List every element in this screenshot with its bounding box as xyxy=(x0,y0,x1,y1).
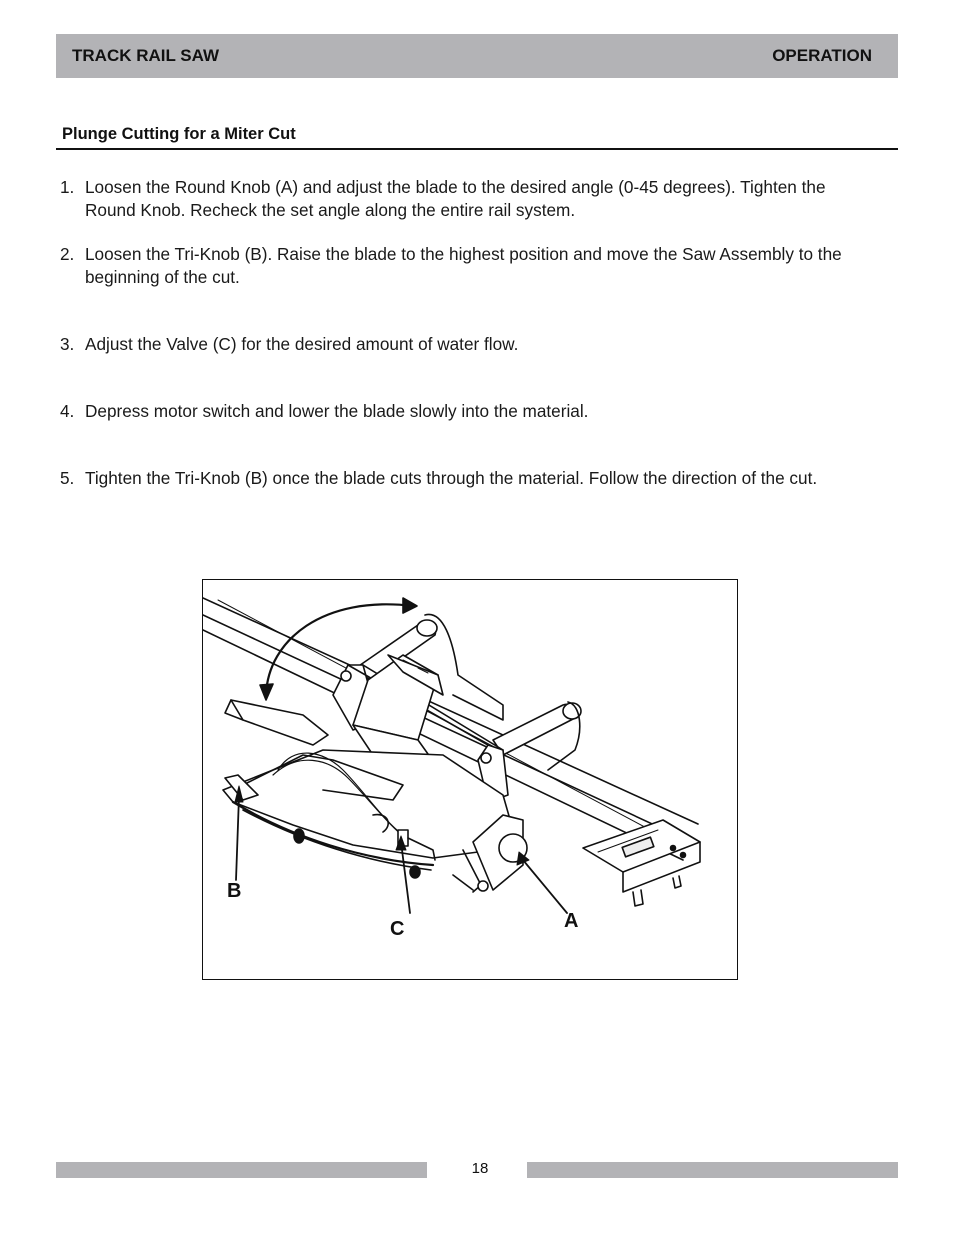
step-number: 3. xyxy=(60,334,75,354)
step-text: Loosen the Round Knob (A) and adjust the blade to the desired angle (0-45 degrees). Tighten the Round Knob. Recheck the set angle along the entire rail system. xyxy=(85,177,826,220)
callout-c: C xyxy=(390,918,405,940)
page-number: 18 xyxy=(471,1160,489,1177)
callout-b: B xyxy=(227,880,242,902)
saw-figure xyxy=(202,579,738,980)
step-5 xyxy=(60,467,890,490)
track-rail-saw-drawing-icon xyxy=(203,580,738,980)
step-text: Loosen the Tri-Knob (B). Raise the blade to the highest position and move the Saw Assembly to the beginning of the cut. xyxy=(85,244,842,287)
step-1 xyxy=(60,176,890,222)
section-divider xyxy=(56,148,898,150)
step-3 xyxy=(60,333,890,356)
header-title: TRACK RAIL SAW xyxy=(72,46,220,65)
step-text: Tighten the Tri-Knob (B) once the blade cuts through the material. Follow the direction of the cut. xyxy=(85,468,818,488)
step-number: 2. xyxy=(60,244,75,264)
step-text: Adjust the Valve (C) for the desired amount of water flow. xyxy=(85,334,519,354)
step-number: 1. xyxy=(60,177,75,197)
step-4 xyxy=(60,400,890,423)
step-number: 5. xyxy=(60,468,75,488)
step-text: Depress motor switch and lower the blade slowly into the material. xyxy=(85,401,589,421)
header-section: OPERATION xyxy=(772,46,872,65)
step-number: 4. xyxy=(60,401,75,421)
footer-bar-left xyxy=(56,1162,427,1178)
section-title: Plunge Cutting for a Miter Cut xyxy=(62,125,296,143)
footer-bar-right xyxy=(527,1162,898,1178)
callout-a: A xyxy=(564,910,579,932)
step-2 xyxy=(60,243,890,289)
page-header xyxy=(56,34,898,78)
